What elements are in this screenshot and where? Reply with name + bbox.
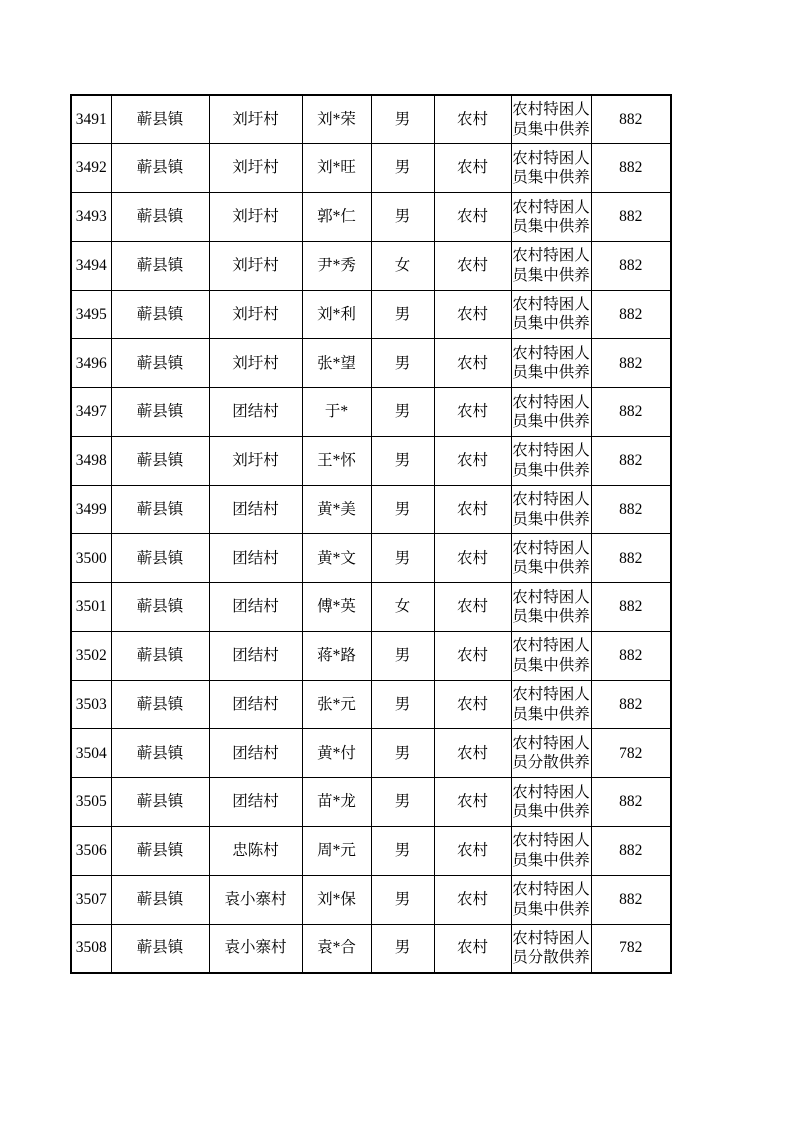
cell-area-type: 农村	[434, 826, 511, 875]
cell-amount: 882	[591, 534, 671, 583]
cell-support-type: 农村特困人员集中供养	[511, 583, 591, 632]
table-row	[71, 826, 671, 875]
cell-area-type: 农村	[434, 631, 511, 680]
cell-gender: 男	[371, 729, 434, 778]
cell-area-type: 农村	[434, 436, 511, 485]
table-row	[71, 924, 671, 973]
cell-serial-number: 3503	[71, 680, 111, 729]
cell-serial-number: 3497	[71, 388, 111, 437]
cell-support-type: 农村特困人员集中供养	[511, 290, 591, 339]
cell-village: 团结村	[209, 583, 302, 632]
cell-area-type: 农村	[434, 388, 511, 437]
table-row	[71, 339, 671, 388]
cell-village: 刘圩村	[209, 290, 302, 339]
cell-gender: 女	[371, 583, 434, 632]
cell-person-name: 周*元	[302, 826, 371, 875]
table-row	[71, 485, 671, 534]
cell-area-type: 农村	[434, 534, 511, 583]
cell-amount: 882	[591, 485, 671, 534]
cell-support-type: 农村特困人员集中供养	[511, 680, 591, 729]
cell-gender: 男	[371, 95, 434, 144]
cell-town: 蕲县镇	[111, 388, 209, 437]
cell-amount: 882	[591, 241, 671, 290]
cell-gender: 男	[371, 778, 434, 827]
cell-support-type: 农村特困人员集中供养	[511, 436, 591, 485]
cell-support-type: 农村特困人员集中供养	[511, 95, 591, 144]
cell-person-name: 刘*旺	[302, 144, 371, 193]
cell-town: 蕲县镇	[111, 924, 209, 973]
cell-serial-number: 3492	[71, 144, 111, 193]
cell-serial-number: 3495	[71, 290, 111, 339]
cell-town: 蕲县镇	[111, 729, 209, 778]
cell-serial-number: 3500	[71, 534, 111, 583]
cell-serial-number: 3498	[71, 436, 111, 485]
cell-town: 蕲县镇	[111, 193, 209, 242]
cell-serial-number: 3491	[71, 95, 111, 144]
cell-area-type: 农村	[434, 193, 511, 242]
cell-person-name: 张*望	[302, 339, 371, 388]
table-row	[71, 534, 671, 583]
cell-town: 蕲县镇	[111, 290, 209, 339]
cell-amount: 882	[591, 388, 671, 437]
cell-amount: 882	[591, 339, 671, 388]
cell-gender: 女	[371, 241, 434, 290]
cell-village: 刘圩村	[209, 144, 302, 193]
cell-serial-number: 3496	[71, 339, 111, 388]
cell-village: 团结村	[209, 485, 302, 534]
cell-amount: 882	[591, 680, 671, 729]
cell-gender: 男	[371, 534, 434, 583]
cell-support-type: 农村特困人员集中供养	[511, 875, 591, 924]
cell-village: 团结村	[209, 778, 302, 827]
cell-amount: 782	[591, 729, 671, 778]
cell-gender: 男	[371, 436, 434, 485]
cell-town: 蕲县镇	[111, 534, 209, 583]
cell-area-type: 农村	[434, 680, 511, 729]
cell-area-type: 农村	[434, 339, 511, 388]
cell-area-type: 农村	[434, 95, 511, 144]
cell-village: 团结村	[209, 388, 302, 437]
cell-amount: 882	[591, 290, 671, 339]
cell-person-name: 袁*合	[302, 924, 371, 973]
table-row	[71, 241, 671, 290]
cell-person-name: 郭*仁	[302, 193, 371, 242]
cell-amount: 782	[591, 924, 671, 973]
cell-town: 蕲县镇	[111, 144, 209, 193]
cell-support-type: 农村特困人员分散供养	[511, 924, 591, 973]
cell-gender: 男	[371, 826, 434, 875]
table-row	[71, 436, 671, 485]
records-table	[70, 94, 672, 974]
table-row	[71, 631, 671, 680]
table-row	[71, 680, 671, 729]
table-row	[71, 875, 671, 924]
cell-area-type: 农村	[434, 290, 511, 339]
table-row	[71, 388, 671, 437]
cell-village: 刘圩村	[209, 436, 302, 485]
cell-amount: 882	[591, 631, 671, 680]
cell-person-name: 苗*龙	[302, 778, 371, 827]
cell-support-type: 农村特困人员集中供养	[511, 144, 591, 193]
cell-town: 蕲县镇	[111, 436, 209, 485]
cell-village: 团结村	[209, 631, 302, 680]
cell-town: 蕲县镇	[111, 339, 209, 388]
cell-amount: 882	[591, 826, 671, 875]
table-row	[71, 778, 671, 827]
cell-serial-number: 3499	[71, 485, 111, 534]
cell-person-name: 尹*秀	[302, 241, 371, 290]
cell-village: 刘圩村	[209, 193, 302, 242]
cell-support-type: 农村特困人员集中供养	[511, 339, 591, 388]
cell-town: 蕲县镇	[111, 485, 209, 534]
cell-serial-number: 3506	[71, 826, 111, 875]
cell-town: 蕲县镇	[111, 95, 209, 144]
cell-village: 团结村	[209, 534, 302, 583]
cell-support-type: 农村特困人员集中供养	[511, 631, 591, 680]
cell-area-type: 农村	[434, 583, 511, 632]
cell-serial-number: 3501	[71, 583, 111, 632]
table-row	[71, 193, 671, 242]
cell-town: 蕲县镇	[111, 778, 209, 827]
cell-gender: 男	[371, 290, 434, 339]
cell-town: 蕲县镇	[111, 631, 209, 680]
cell-town: 蕲县镇	[111, 241, 209, 290]
cell-amount: 882	[591, 436, 671, 485]
cell-serial-number: 3493	[71, 193, 111, 242]
table-row	[71, 290, 671, 339]
cell-gender: 男	[371, 875, 434, 924]
cell-amount: 882	[591, 193, 671, 242]
cell-gender: 男	[371, 924, 434, 973]
cell-village: 袁小寨村	[209, 875, 302, 924]
cell-village: 刘圩村	[209, 95, 302, 144]
cell-person-name: 王*怀	[302, 436, 371, 485]
cell-gender: 男	[371, 193, 434, 242]
cell-support-type: 农村特困人员集中供养	[511, 193, 591, 242]
cell-area-type: 农村	[434, 875, 511, 924]
cell-village: 袁小寨村	[209, 924, 302, 973]
table-row	[71, 583, 671, 632]
cell-village: 刘圩村	[209, 339, 302, 388]
cell-person-name: 张*元	[302, 680, 371, 729]
cell-support-type: 农村特困人员分散供养	[511, 729, 591, 778]
cell-support-type: 农村特困人员集中供养	[511, 388, 591, 437]
cell-person-name: 刘*利	[302, 290, 371, 339]
cell-gender: 男	[371, 339, 434, 388]
cell-serial-number: 3504	[71, 729, 111, 778]
cell-support-type: 农村特困人员集中供养	[511, 534, 591, 583]
cell-area-type: 农村	[434, 485, 511, 534]
cell-gender: 男	[371, 144, 434, 193]
cell-gender: 男	[371, 680, 434, 729]
cell-village: 团结村	[209, 680, 302, 729]
table-row	[71, 95, 671, 144]
cell-amount: 882	[591, 144, 671, 193]
table-row	[71, 144, 671, 193]
cell-village: 忠陈村	[209, 826, 302, 875]
cell-person-name: 刘*保	[302, 875, 371, 924]
cell-serial-number: 3494	[71, 241, 111, 290]
cell-serial-number: 3508	[71, 924, 111, 973]
cell-person-name: 黄*美	[302, 485, 371, 534]
cell-serial-number: 3502	[71, 631, 111, 680]
cell-town: 蕲县镇	[111, 583, 209, 632]
cell-village: 刘圩村	[209, 241, 302, 290]
cell-person-name: 傅*英	[302, 583, 371, 632]
table-row	[71, 729, 671, 778]
cell-person-name: 于*	[302, 388, 371, 437]
cell-area-type: 农村	[434, 924, 511, 973]
cell-amount: 882	[591, 778, 671, 827]
cell-town: 蕲县镇	[111, 875, 209, 924]
cell-person-name: 黄*文	[302, 534, 371, 583]
records-table-body	[71, 95, 671, 973]
cell-amount: 882	[591, 95, 671, 144]
cell-gender: 男	[371, 485, 434, 534]
cell-area-type: 农村	[434, 778, 511, 827]
cell-gender: 男	[371, 631, 434, 680]
cell-support-type: 农村特困人员集中供养	[511, 241, 591, 290]
cell-person-name: 蒋*路	[302, 631, 371, 680]
cell-serial-number: 3505	[71, 778, 111, 827]
cell-area-type: 农村	[434, 144, 511, 193]
cell-support-type: 农村特困人员集中供养	[511, 826, 591, 875]
cell-area-type: 农村	[434, 729, 511, 778]
cell-village: 团结村	[209, 729, 302, 778]
cell-gender: 男	[371, 388, 434, 437]
cell-area-type: 农村	[434, 241, 511, 290]
cell-support-type: 农村特困人员集中供养	[511, 485, 591, 534]
cell-person-name: 刘*荣	[302, 95, 371, 144]
cell-amount: 882	[591, 583, 671, 632]
cell-serial-number: 3507	[71, 875, 111, 924]
cell-person-name: 黄*付	[302, 729, 371, 778]
cell-town: 蕲县镇	[111, 680, 209, 729]
cell-support-type: 农村特困人员集中供养	[511, 778, 591, 827]
cell-town: 蕲县镇	[111, 826, 209, 875]
cell-amount: 882	[591, 875, 671, 924]
